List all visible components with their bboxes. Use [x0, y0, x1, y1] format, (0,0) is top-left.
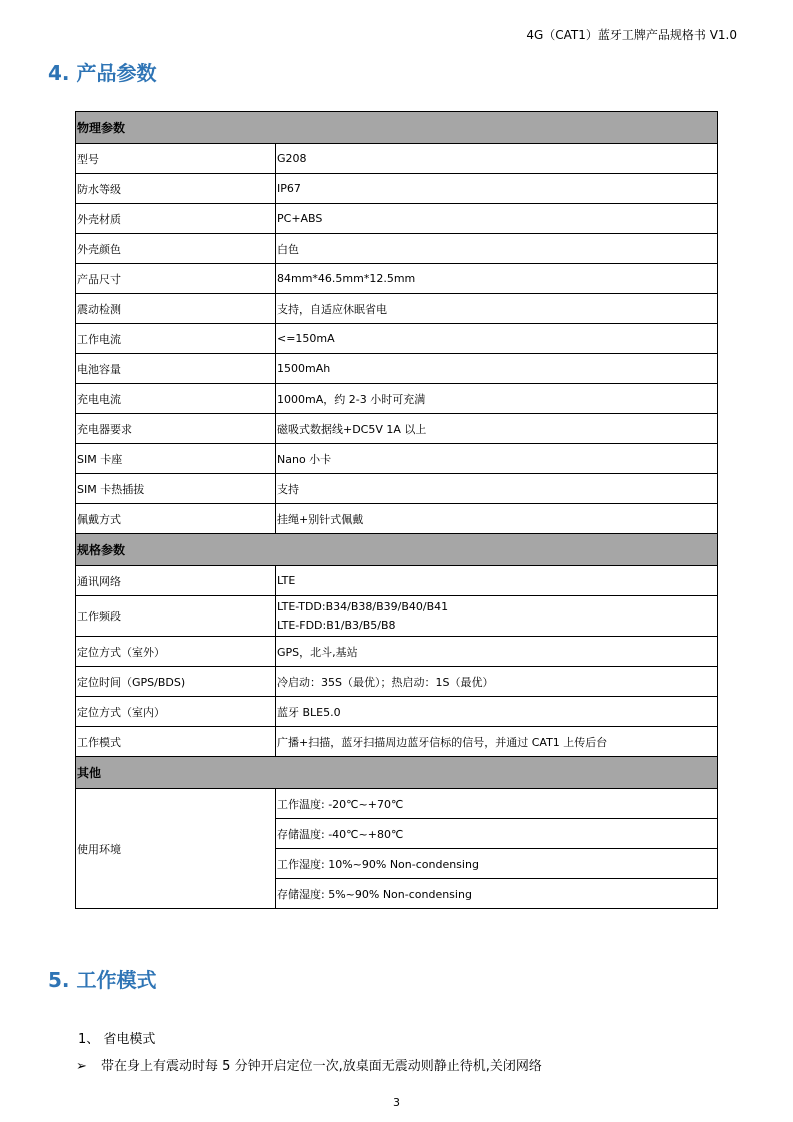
- bullet-item: [76, 1055, 542, 1074]
- band-tdd: LTE-TDD:B34/B38/B39/B40/B41: [277, 600, 449, 613]
- mode-1-label: 1、 省电模式: [78, 1032, 156, 1047]
- doc-header: 4G（CAT1）蓝牙工牌产品规格书 V1.0: [526, 28, 737, 42]
- section-4-title: 4. 产品参数: [48, 61, 157, 85]
- row-key: 定位方式（室外）: [76, 637, 276, 667]
- spec-section-header: 规格参数: [76, 534, 718, 566]
- row-value: GPS，北斗,基站: [276, 637, 718, 667]
- table-row: [76, 667, 718, 697]
- table-row: [76, 637, 718, 667]
- row-key: 佩戴方式: [76, 504, 276, 534]
- env-value: 工作温度: -20℃~+70℃: [276, 789, 718, 819]
- row-value: [276, 596, 718, 637]
- row-key: 电池容量: [76, 354, 276, 384]
- row-key: 工作电流: [76, 324, 276, 354]
- row-key: 外壳颜色: [76, 234, 276, 264]
- row-value: 84mm*46.5mm*12.5mm: [276, 264, 718, 294]
- row-value: 冷启动：35S（最优）；热启动：1S（最优）: [276, 667, 718, 697]
- row-value: 1500mAh: [276, 354, 718, 384]
- table-row: [76, 474, 718, 504]
- row-value: 磁吸式数据线+DC5V 1A 以上: [276, 414, 718, 444]
- table-row: [76, 204, 718, 234]
- table-row: [76, 324, 718, 354]
- row-value: 支持: [276, 474, 718, 504]
- physical-section-header: 物理参数: [76, 112, 718, 144]
- env-label: 使用环境: [76, 789, 276, 909]
- row-value: 1000mA，约 2-3 小时可充满: [276, 384, 718, 414]
- row-key: SIM 卡热插拔: [76, 474, 276, 504]
- row-value: <=150mA: [276, 324, 718, 354]
- table-row: [76, 789, 718, 819]
- table-row: [76, 144, 718, 174]
- row-value: 蓝牙 BLE5.0: [276, 697, 718, 727]
- row-value: LTE: [276, 566, 718, 596]
- row-key: 产品尺寸: [76, 264, 276, 294]
- table-row: [76, 727, 718, 757]
- row-key: 外壳材质: [76, 204, 276, 234]
- row-key: 型号: [76, 144, 276, 174]
- table-row: [76, 596, 718, 637]
- table-row: [76, 566, 718, 596]
- row-key: 充电器要求: [76, 414, 276, 444]
- table-row: [76, 264, 718, 294]
- row-value: 广播+扫描，蓝牙扫描周边蓝牙信标的信号，并通过 CAT1 上传后台: [276, 727, 718, 757]
- band-fdd: LTE-FDD:B1/B3/B5/B8: [277, 619, 396, 632]
- table-row: [76, 354, 718, 384]
- table-row: [76, 504, 718, 534]
- row-key: 工作模式: [76, 727, 276, 757]
- row-key: 定位方式（室内）: [76, 697, 276, 727]
- row-key: 充电电流: [76, 384, 276, 414]
- table-row: [76, 414, 718, 444]
- table-row: [76, 174, 718, 204]
- env-value: 存储温度: -40℃~+80℃: [276, 819, 718, 849]
- bullet-arrow-icon: ➢: [76, 1059, 87, 1074]
- page-number: 3: [393, 1096, 400, 1109]
- row-value: 挂绳+别针式佩戴: [276, 504, 718, 534]
- table-row: [76, 697, 718, 727]
- section-5-title: 5. 工作模式: [48, 968, 157, 992]
- row-key: 工作频段: [76, 596, 276, 637]
- table-row: [76, 234, 718, 264]
- row-value: 支持，自适应休眠省电: [276, 294, 718, 324]
- other-section-header: 其他: [76, 757, 718, 789]
- row-key: 防水等级: [76, 174, 276, 204]
- product-parameters-table: [75, 111, 718, 909]
- row-value: G208: [276, 144, 718, 174]
- row-value: Nano 小卡: [276, 444, 718, 474]
- table-row: [76, 444, 718, 474]
- row-value: PC+ABS: [276, 204, 718, 234]
- env-value: 工作湿度: 10%~90% Non-condensing: [276, 849, 718, 879]
- row-value: 白色: [276, 234, 718, 264]
- env-value: 存储湿度: 5%~90% Non-condensing: [276, 879, 718, 909]
- row-value: IP67: [276, 174, 718, 204]
- table-row: [76, 384, 718, 414]
- row-key: SIM 卡座: [76, 444, 276, 474]
- row-key: 定位时间（GPS/BDS): [76, 667, 276, 697]
- row-key: 震动检测: [76, 294, 276, 324]
- bullet-text: 带在身上有震动时每 5 分钟开启定位一次,放桌面无震动则静止待机,关闭网络: [101, 1059, 542, 1074]
- table-row: [76, 294, 718, 324]
- row-key: 通讯网络: [76, 566, 276, 596]
